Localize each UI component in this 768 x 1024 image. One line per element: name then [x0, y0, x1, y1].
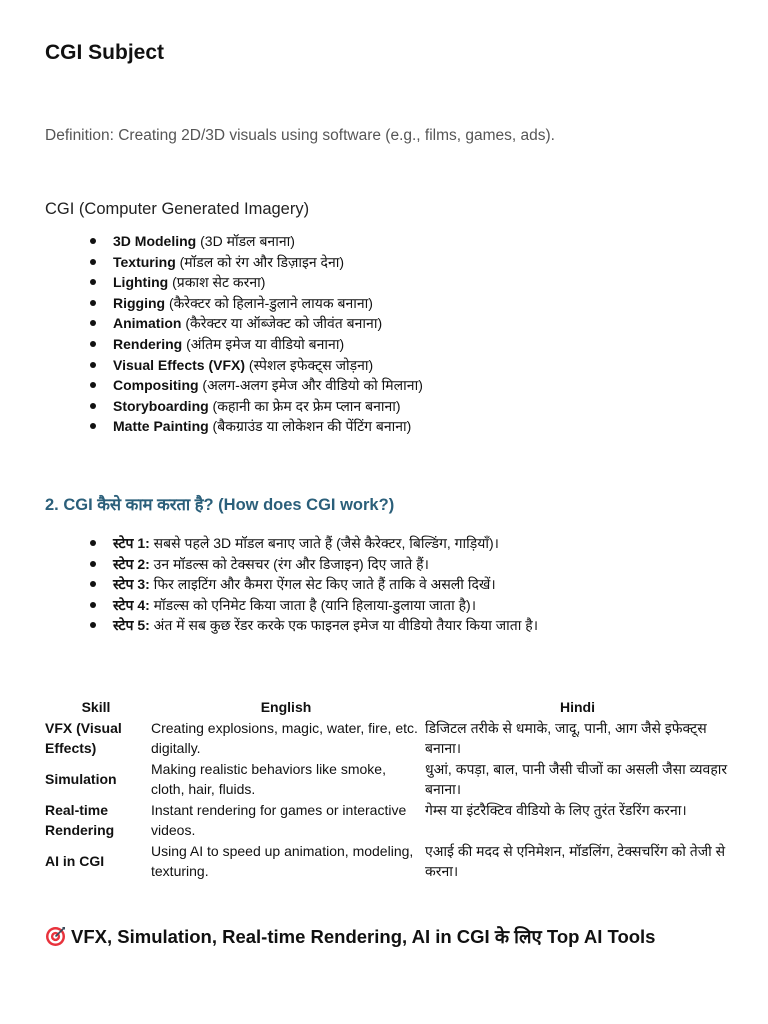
- skill-term: Matte Painting: [113, 418, 209, 435]
- list-item: [88, 293, 423, 314]
- list-item: [88, 595, 538, 616]
- step-text: मॉडल्स को एनिमेट किया जाता है (यानि हिलाया-डुलाया जाता है)।: [149, 596, 477, 613]
- list-item: [88, 231, 423, 252]
- skill-description: (प्रकाश सेट करना): [168, 274, 266, 291]
- list-item: [88, 313, 423, 334]
- skill-term: Lighting: [113, 274, 169, 291]
- table-row: [43, 841, 732, 882]
- list-item: [88, 554, 538, 575]
- tools-heading-text: VFX, Simulation, Real-time Rendering, AI in CGI के लिए Top AI Tools: [71, 926, 656, 947]
- step-label: स्टेप 5:: [113, 617, 150, 634]
- table-header-row: [43, 697, 732, 718]
- skills-list: [88, 231, 423, 437]
- skill-term: Rigging: [113, 294, 166, 311]
- table-row: [43, 800, 732, 841]
- skill-description: (अलग-अलग इमेज और वीडियो को मिलाना): [198, 377, 423, 394]
- step-text: फिर लाइटिंग और कैमरा ऐंगल सेट किए जाते हैं ताकि वे असली दिखें।: [149, 576, 496, 593]
- skill-term: Texturing: [113, 253, 176, 270]
- section-heading: 2. CGI कैसे काम करता है? (How does CGI work?): [45, 496, 395, 514]
- list-item: [88, 375, 423, 396]
- step-label: स्टेप 1:: [113, 535, 150, 551]
- page-title: CGI Subject: [45, 41, 165, 64]
- list-item: [88, 396, 423, 417]
- skill-term: Rendering: [113, 335, 183, 352]
- table-cell-english: Using AI to speed up animation, modeling, texturing.: [151, 842, 414, 879]
- skill-description: (बैकग्राउंड या लोकेशन की पेंटिंग बनाना): [208, 418, 412, 435]
- list-item: [88, 416, 423, 437]
- skill-term: 3D Modeling: [113, 233, 197, 249]
- skill-term: Compositing: [113, 377, 199, 394]
- list-item: [88, 533, 538, 554]
- step-label: स्टेप 4:: [113, 596, 150, 613]
- skill-description: (कैरेक्टर या ऑब्जेक्ट को जीवंत बनाना): [181, 315, 383, 332]
- table-cell-skill: AI in CGI: [45, 852, 105, 869]
- list-item: [88, 334, 423, 355]
- skill-description: (3D मॉडल बनाना): [196, 233, 295, 249]
- tools-heading: [45, 924, 655, 949]
- table-cell-english: Instant rendering for games or interactive videos.: [151, 801, 407, 838]
- list-item: [88, 574, 538, 595]
- column-header-english: English: [260, 699, 312, 715]
- step-label: स्टेप 3:: [113, 576, 150, 593]
- skill-description: (अंतिम इमेज या वीडियो बनाना): [182, 335, 345, 352]
- definition-text: Definition: Creating 2D/3D visuals using software (e.g., films, games, ads).: [45, 127, 555, 144]
- skill-term: Storyboarding: [113, 397, 209, 414]
- step-label: स्टेप 2:: [113, 555, 150, 572]
- skill-term: Animation: [113, 315, 182, 332]
- step-text: उन मॉडल्स को टेक्सचर (रंग और डिजाइन) दिए जाते हैं।: [149, 555, 429, 572]
- table-row: [43, 718, 732, 759]
- column-header-skill: Skill: [81, 699, 111, 715]
- table-cell-hindi: धुआं, कपड़ा, बाल, पानी जैसी चीजों का असली जैसा व्यवहार बनाना।: [425, 760, 728, 797]
- list-item: [88, 355, 423, 376]
- skill-description: (स्पेशल इफेक्ट्स जोड़ना): [245, 356, 374, 373]
- table-cell-hindi: गेम्स या इंटरैक्टिव वीडियो के लिए तुरंत रेंडरिंग करना।: [425, 801, 687, 818]
- list-item: [88, 615, 538, 636]
- table-cell-skill: Real-time Rendering: [45, 801, 115, 838]
- step-text: सबसे पहले 3D मॉडल बनाए जाते हैं (जैसे कैरेक्टर, बिल्डिंग, गाड़ियाँ)।: [149, 535, 499, 551]
- table-cell-hindi: एआई की मदद से एनिमेशन, मॉडलिंग, टेक्सचरिंग को तेजी से करना।: [425, 842, 726, 879]
- list-item: [88, 252, 423, 273]
- target-icon: [45, 926, 66, 947]
- list-item: [88, 272, 423, 293]
- steps-list: [88, 533, 538, 636]
- skill-description: (मॉडल को रंग और डिज़ाइन देना): [175, 253, 345, 270]
- table-row: [43, 759, 732, 800]
- skill-description: (कैरेक्टर को हिलाने-डुलाने लायक बनाना): [165, 294, 373, 311]
- skill-description: (कहानी का फ्रेम दर फ्रेम प्लान बनाना): [208, 397, 401, 414]
- table-cell-english: Creating explosions, magic, water, fire, etc. digitally.: [151, 719, 418, 756]
- cgi-heading: CGI (Computer Generated Imagery): [45, 200, 310, 218]
- table-cell-skill: Simulation: [45, 770, 117, 787]
- table-cell-hindi: डिजिटल तरीके से धमाके, जादू, पानी, आग जैसे इफेक्ट्स बनाना।: [425, 719, 707, 756]
- table-cell-skill: VFX (Visual Effects): [45, 719, 122, 756]
- skill-term: Visual Effects (VFX): [113, 356, 246, 373]
- skills-table: [43, 697, 732, 882]
- column-header-hindi: Hindi: [560, 699, 595, 715]
- table-cell-english: Making realistic behaviors like smoke, cloth, hair, fluids.: [151, 760, 386, 797]
- step-text: अंत में सब कुछ रेंडर करके एक फाइनल इमेज या वीडियो तैयार किया जाता है।: [149, 617, 539, 634]
